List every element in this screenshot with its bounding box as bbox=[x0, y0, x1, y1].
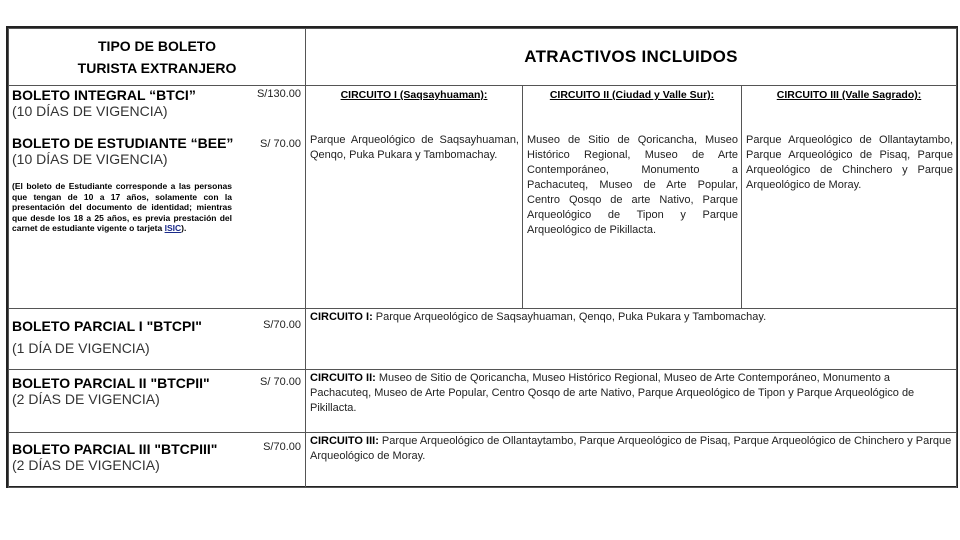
circuit-2-title[interactable]: CIRCUITO II (Ciudad y Valle Sur): bbox=[549, 89, 715, 101]
cell-integral-student bbox=[9, 86, 306, 309]
ticket-name-btcpii: BOLETO PARCIAL II "BTCPII" bbox=[12, 375, 210, 391]
partial-2-description bbox=[306, 370, 957, 433]
row-partial-3 bbox=[9, 433, 957, 488]
price-btcpii: S/ 70.00 bbox=[260, 376, 301, 388]
circuit-3-cell bbox=[742, 86, 957, 309]
cell-partial-1 bbox=[9, 309, 306, 370]
price-btci: S/130.00 bbox=[256, 88, 301, 100]
partial-1-text bbox=[306, 309, 956, 325]
partial-2-text bbox=[306, 370, 956, 416]
partial-1-description bbox=[306, 309, 957, 370]
circuit-1-cell bbox=[306, 86, 523, 309]
partial-3-text bbox=[306, 433, 956, 464]
circuit-2-body: Museo de Sitio de Qoricancha, Museo Histórico Regional, Museo de Arte Contemporáneo, Monumento a Pachacuteq, Museo de Arte Popular, Centro Qosqo de arte Nativo, Parque Arqueológico de Tipon y Parque Arqueológico de Pikillacta. bbox=[527, 134, 738, 236]
ticket-name-btcpi: BOLETO PARCIAL I "BTCPI" bbox=[12, 318, 202, 334]
header-ticket-type-line2: TURISTA EXTRANJERO bbox=[77, 60, 237, 76]
partial-2-body: Museo de Sitio de Qoricancha, Museo Histórico Regional, Museo de Arte Contemporáneo, Monumento a Pachacuteq, Museo de Arte Popular, Centro Qosqo de arte Nativo, Parque Arqueológico de Tipon y Parque Arqueológico de Pikillacta. bbox=[310, 372, 915, 414]
ticket-duration-btcpiii: (2 DÍAS DE VIGENCIA) bbox=[12, 457, 160, 473]
header-attractions: ATRACTIVOS INCLUIDOS bbox=[306, 29, 957, 86]
ticket-name-btcpiii: BOLETO PARCIAL III "BTCPIII" bbox=[12, 441, 218, 457]
partial-3-label: CIRCUITO III: bbox=[310, 435, 379, 447]
row-integral-student bbox=[9, 86, 957, 309]
price-btcpi: S/70.00 bbox=[263, 319, 301, 331]
ticket-duration-btcpii: (2 DÍAS DE VIGENCIA) bbox=[12, 391, 160, 407]
partial-3-description bbox=[306, 433, 957, 488]
isic-link[interactable]: ISIC bbox=[164, 223, 182, 233]
ticket-duration-btcpi: (1 DÍA DE VIGENCIA) bbox=[12, 340, 150, 356]
student-note-text: (El boleto de Estudiante corresponde a las personas que tengan de 10 a 17 años, solamente con la presentación del documento de identidad; mientras que desde los 18 a 25 años, es previa prestación del carnet de estudiante vigente o tarjeta bbox=[12, 181, 232, 233]
circuit-1-title[interactable]: CIRCUITO I (Saqsayhuaman): bbox=[340, 89, 488, 101]
partial-3-body: Parque Arqueológico de Ollantaytambo, Parque Arqueológico de Pisaq, Parque Arqueológico de Chinchero y Parque Arqueológico de Moray. bbox=[310, 435, 952, 462]
row-partial-2 bbox=[9, 370, 957, 433]
cell-partial-3 bbox=[9, 433, 306, 488]
header-ticket-type-line1: TIPO DE BOLETO bbox=[98, 38, 216, 54]
ticket-name-btci: BOLETO INTEGRAL “BTCI” bbox=[12, 87, 196, 103]
partial-2-label: CIRCUITO II: bbox=[310, 372, 376, 384]
circuit-1-body: Parque Arqueológico de Saqsayhuaman, Qenqo, Puka Pukara y Tambomachay. bbox=[310, 134, 519, 161]
ticket-name-bee: BOLETO DE ESTUDIANTE “BEE” bbox=[12, 135, 234, 151]
ticket-duration-btci: (10 DÍAS DE VIGENCIA) bbox=[12, 103, 168, 119]
ticket-duration-bee: (10 DÍAS DE VIGENCIA) bbox=[12, 151, 168, 167]
student-note bbox=[9, 181, 236, 234]
price-btcpiii: S/70.00 bbox=[263, 441, 301, 453]
partial-1-label: CIRCUITO I: bbox=[310, 311, 373, 323]
header-ticket-type bbox=[9, 29, 306, 86]
circuit-2-cell bbox=[523, 86, 742, 309]
ticket-table-sheet bbox=[6, 26, 958, 488]
partial-1-body: Parque Arqueológico de Saqsayhuaman, Qenqo, Puka Pukara y Tambomachay. bbox=[372, 311, 767, 323]
circuit-3-body: Parque Arqueológico de Ollantaytambo, Parque Arqueológico de Pisaq, Parque Arqueológico de Chinchero y Parque Arqueológico de Moray. bbox=[746, 134, 954, 191]
ticket-table bbox=[8, 28, 957, 488]
price-bee: S/ 70.00 bbox=[260, 138, 301, 150]
circuit-3-title[interactable]: CIRCUITO III (Valle Sagrado): bbox=[776, 89, 922, 101]
row-partial-1 bbox=[9, 309, 957, 370]
cell-partial-2 bbox=[9, 370, 306, 433]
header-row bbox=[9, 29, 957, 86]
student-note-end: ). bbox=[181, 223, 187, 233]
